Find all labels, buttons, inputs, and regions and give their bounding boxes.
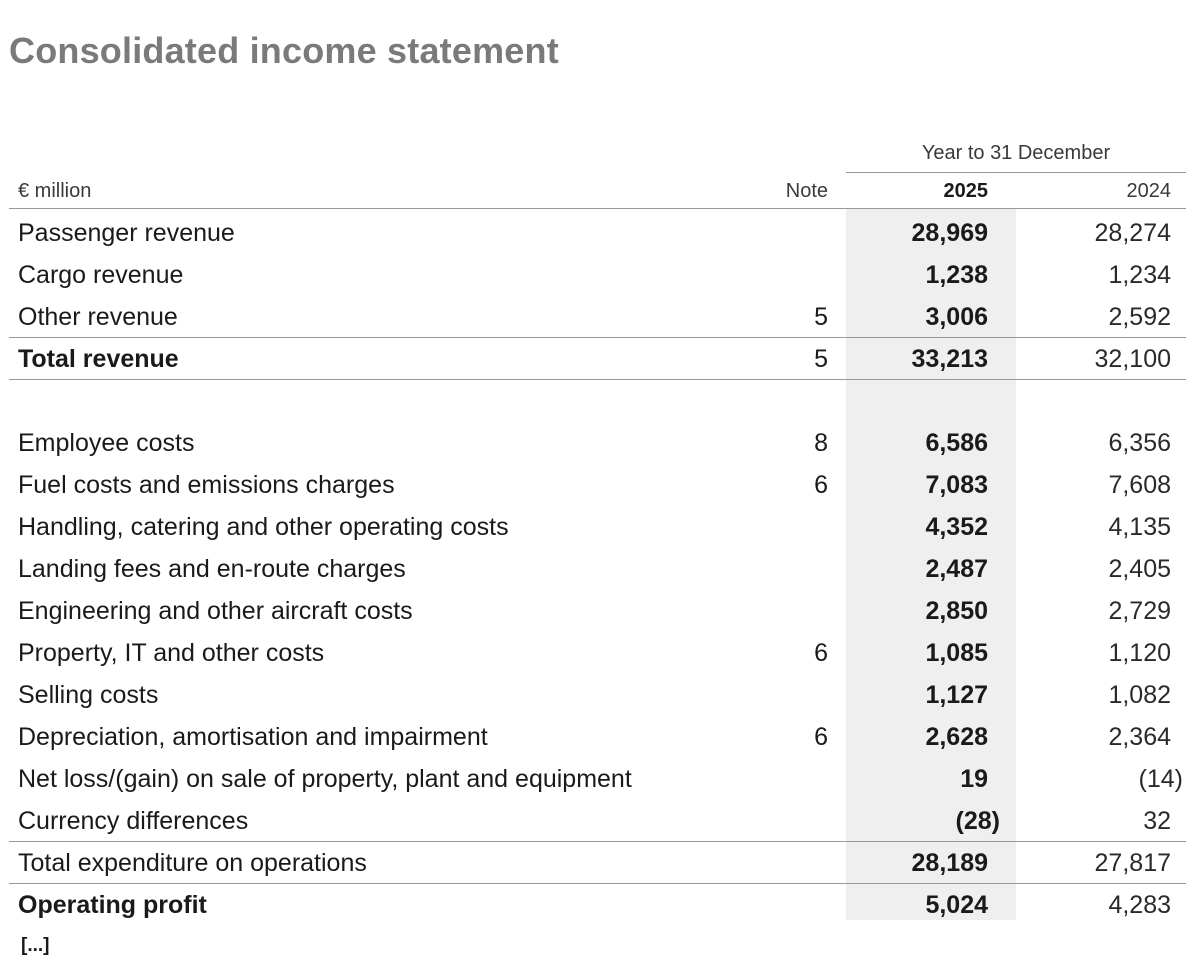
row-value-2024: 2,405: [1108, 555, 1171, 583]
table-row: [0, 674, 1200, 716]
row-label: Fuel costs and emissions charges: [18, 471, 395, 499]
row-label: Other revenue: [18, 303, 178, 331]
table-row: [0, 422, 1200, 464]
year-2025-header: 2025: [943, 180, 988, 202]
total-expenditure-row: [0, 842, 1200, 884]
row-value-2025: 28,189: [911, 849, 988, 877]
row-label: Handling, catering and other operating costs: [18, 513, 509, 541]
row-label: Net loss/(gain) on sale of property, plant and equipment: [18, 765, 632, 793]
row-label: Depreciation, amortisation and impairment: [18, 723, 488, 751]
row-label: Employee costs: [18, 429, 195, 457]
row-label: Currency differences: [18, 807, 249, 835]
row-value-2024: 4,135: [1108, 513, 1171, 541]
header-divider: [9, 208, 1186, 209]
table-row: [0, 254, 1200, 296]
period-underline: [846, 172, 1186, 173]
row-value-2025: 1,238: [925, 261, 988, 289]
row-note: 6: [814, 639, 828, 667]
row-value-2024: 4,283: [1108, 891, 1171, 919]
note-header: Note: [785, 180, 828, 202]
row-label: Property, IT and other costs: [18, 639, 325, 667]
row-value-2024: 2,364: [1108, 723, 1171, 751]
row-value-2024: 27,817: [1094, 849, 1171, 877]
row-note: 6: [814, 723, 828, 751]
row-value-2025: (28): [955, 807, 1000, 835]
row-label: Passenger revenue: [18, 219, 235, 247]
row-label: Selling costs: [18, 681, 159, 709]
year-2024-header: 2024: [1126, 180, 1171, 202]
total-revenue-bottom-rule: [9, 379, 1186, 380]
row-value-2025: 1,127: [925, 681, 988, 709]
table-row: [0, 548, 1200, 590]
row-value-2025: 2,850: [925, 597, 988, 625]
unit-header: € million: [18, 180, 92, 202]
row-value-2024: 2,729: [1108, 597, 1171, 625]
row-label: Landing fees and en-route charges: [18, 555, 406, 583]
table-row: [0, 716, 1200, 758]
row-value-2025: 33,213: [911, 345, 988, 373]
row-value-2024: 2,592: [1108, 303, 1171, 331]
row-value-2025: 1,085: [925, 639, 988, 667]
table-row: [0, 632, 1200, 674]
operating-profit-row: [0, 884, 1200, 926]
page-title: Consolidated income statement: [9, 30, 559, 71]
row-value-2025: 28,969: [911, 219, 988, 247]
row-value-2024: 1,082: [1108, 681, 1171, 709]
row-value-2025: 5,024: [925, 891, 988, 919]
row-value-2024: 28,274: [1094, 219, 1171, 247]
row-note: 6: [814, 471, 828, 499]
row-note: 5: [814, 303, 828, 331]
table-row: [0, 590, 1200, 632]
row-label: Engineering and other aircraft costs: [18, 597, 413, 625]
row-value-2025: 2,628: [925, 723, 988, 751]
table-row: [0, 296, 1200, 338]
row-label: Total expenditure on operations: [18, 849, 367, 877]
period-header: Year to 31 December: [921, 142, 1111, 164]
table-row: [0, 758, 1200, 800]
row-value-2025: 2,487: [925, 555, 988, 583]
table-row: [0, 464, 1200, 506]
row-value-2024: 32,100: [1094, 345, 1171, 373]
row-value-2025: 3,006: [925, 303, 988, 331]
row-label: Operating profit: [18, 891, 207, 919]
total-revenue-row: [0, 338, 1200, 380]
row-label: Total revenue: [18, 345, 179, 373]
table-row: [0, 212, 1200, 254]
row-note: 8: [814, 429, 828, 457]
continuation-marker: [...]: [21, 935, 50, 956]
row-value-2024: 7,608: [1108, 471, 1171, 499]
row-value-2025: 6,586: [925, 429, 988, 457]
table-row: [0, 800, 1200, 842]
row-value-2024: 32: [1143, 807, 1171, 835]
row-value-2024: (14): [1138, 765, 1183, 793]
row-value-2025: 4,352: [925, 513, 988, 541]
row-label: Cargo revenue: [18, 261, 184, 289]
row-value-2024: 6,356: [1108, 429, 1171, 457]
row-value-2025: 7,083: [925, 471, 988, 499]
table-row: [0, 506, 1200, 548]
row-value-2024: 1,120: [1108, 639, 1171, 667]
row-value-2024: 1,234: [1108, 261, 1171, 289]
row-value-2025: 19: [960, 765, 988, 793]
row-note: 5: [814, 345, 828, 373]
